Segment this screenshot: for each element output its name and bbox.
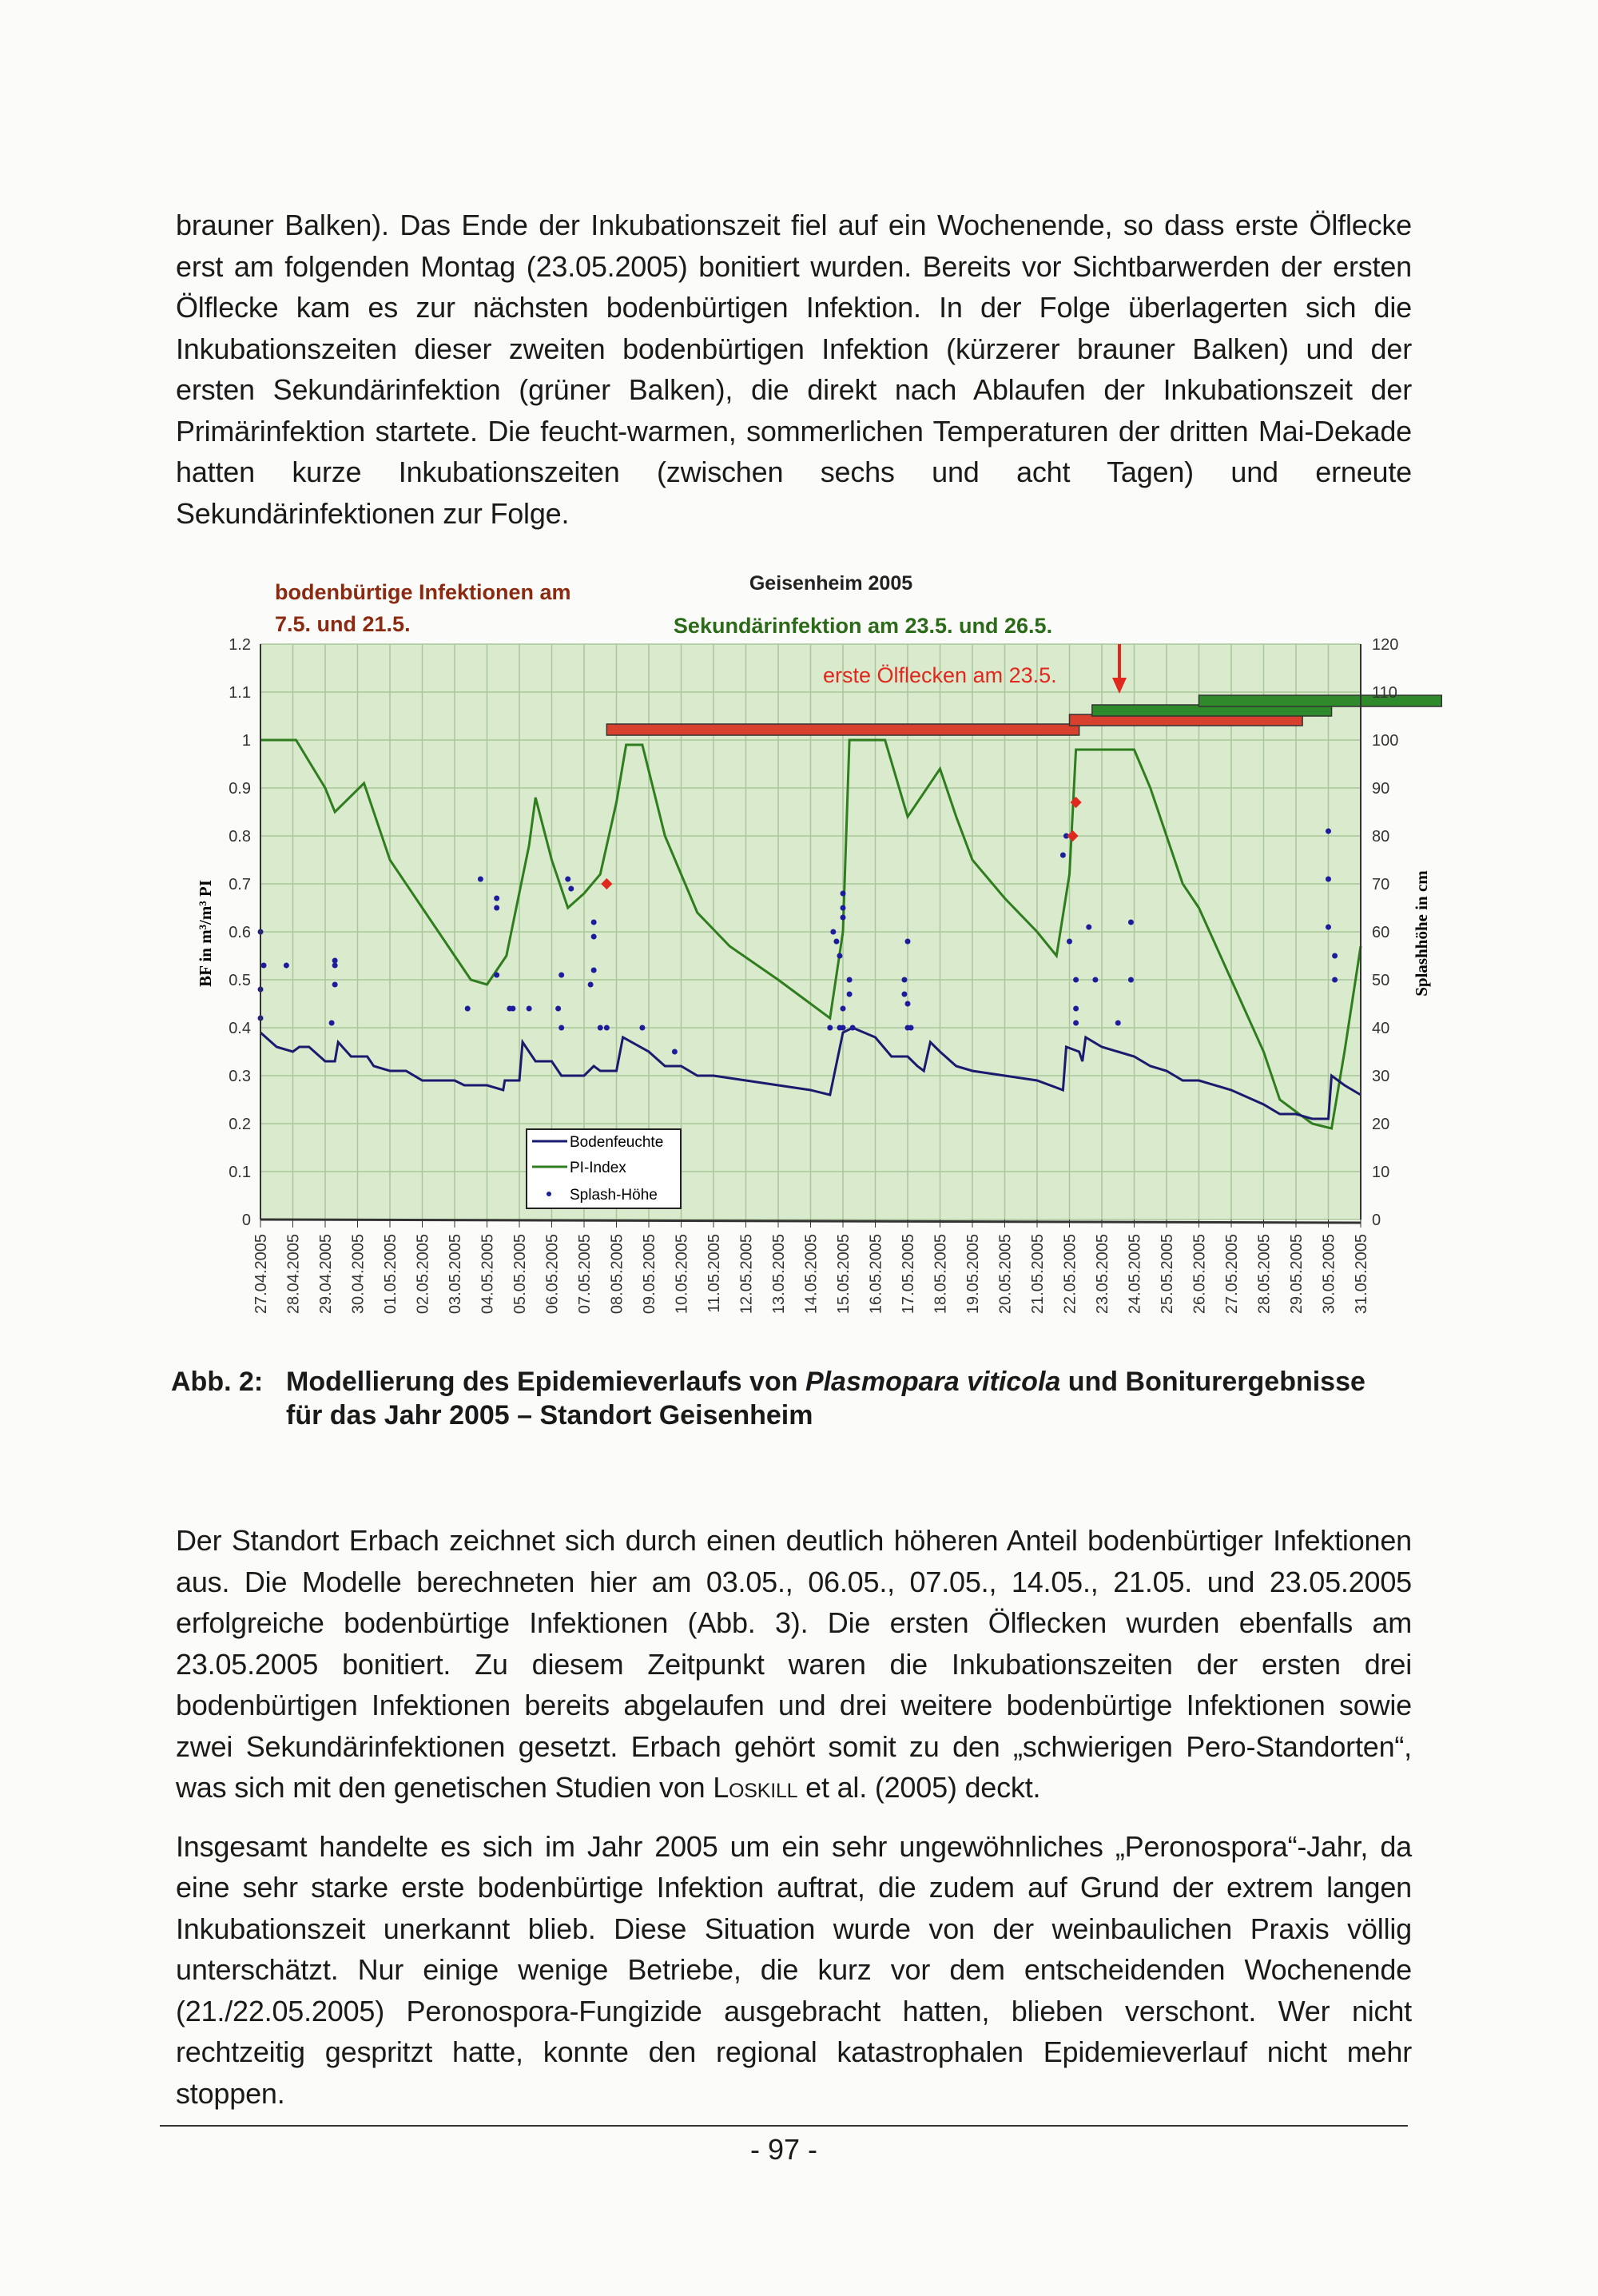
y2-tick-label: 50 [1372, 972, 1390, 989]
y2-tick-label: 120 [1372, 636, 1399, 654]
y-tick-label: 0.3 [229, 1068, 251, 1085]
splash-point [841, 1025, 846, 1031]
y2-tick-label: 20 [1372, 1116, 1390, 1133]
x-tick-label: 19.05.2005 [964, 1234, 982, 1315]
paragraph-3: Insgesamt handelte es sich im Jahr 2005 um ein sehr ungewöhnliches „Peronospora“-Jahr, da eine sehr starke erste bodenbürtige Infektion auftrat, die zudem auf Grund der extrem langen Inkubationszeit unerkannt blieb. Diese Situation wurde von der weinbaulichen Praxis völlig unterschätzt. Nur einige wenige Betriebe, die kurz vor dem entscheidenden Wochenende (21./22.05.2005) Peronospora-Fungizide ausgebracht hatten, blieben verschont. Wer nicht rechtzeitig gespritzt hatte, konnte den regional katastrophalen Epidemieverlauf nicht mehr stoppen. [176, 1829, 1412, 2110]
x-tick-label: 10.05.2005 [673, 1234, 691, 1315]
splash-point [478, 877, 483, 882]
page-number: - 97 - [749, 2133, 818, 2166]
figure [176, 566, 1431, 1365]
splash-point [841, 891, 846, 897]
splash-point [833, 939, 839, 945]
paragraph-2-end: et al. (2005) deckt. [797, 1771, 1041, 1804]
x-tick-label: 09.05.2005 [641, 1234, 658, 1315]
y-axis-label: BF in m³/m³ PI [196, 880, 215, 987]
y-tick-label: 0.2 [229, 1116, 251, 1133]
y2-tick-label: 110 [1372, 684, 1397, 702]
splash-point [588, 982, 594, 988]
splash-point [841, 915, 846, 921]
x-tick-label: 02.05.2005 [414, 1234, 432, 1315]
figure-caption [171, 1365, 1412, 1432]
splash-point [494, 973, 499, 978]
splash-point [827, 1025, 833, 1031]
x-tick-label: 20.05.2005 [996, 1234, 1015, 1315]
x-tick-label: 16.05.2005 [867, 1234, 885, 1315]
footer-rule [160, 2125, 1408, 2127]
paragraph-2-text: Der Standort Erbach zeichnet sich durch einen deutlich höheren Anteil bodenbürtiger Infektionen aus. Die Modelle berechneten hier am 03.05., 06.05., 07.05., 14.05., 21.05. und 23.05.2005 erfolgreiche bodenbürtige Infektionen (Abb. 3). Die ersten Ölflecken wurden ebenfalls am 23.05.2005 bonitiert. Zu diesem Zeitpunkt waren die Inkubationszeiten der ersten drei bodenbürtigen Infektionen bereits abgelaufen und drei weitere bodenbürtige Infektionen sowie zwei Sekundärinfektionen gesetzt. Erbach gehört somit zu den „schwierigen Pero-Standorten“, was sich mit den genetischen Studien von [176, 1524, 1412, 1804]
splash-point [850, 1025, 856, 1031]
splash-point [1060, 853, 1066, 858]
splash-point [639, 1025, 645, 1031]
x-tick-label: 07.05.2005 [576, 1234, 594, 1315]
x-tick-label: 27.04.2005 [252, 1234, 270, 1315]
x-tick-label: 26.05.2005 [1191, 1234, 1209, 1315]
splash-point [905, 1001, 911, 1007]
y2-tick-label: 80 [1372, 828, 1390, 846]
y-tick-label: 0.7 [229, 876, 251, 893]
y-tick-label: 1.1 [229, 684, 251, 702]
x-tick-label: 24.05.2005 [1126, 1234, 1144, 1315]
x-tick-label: 04.05.2005 [479, 1234, 497, 1315]
splash-point [1128, 977, 1134, 983]
splash-point [494, 896, 499, 901]
x-tick-label: 28.05.2005 [1255, 1234, 1274, 1315]
splash-point [591, 968, 597, 973]
splash-point [568, 886, 574, 892]
splash-point [672, 1049, 678, 1055]
x-tick-label: 23.05.2005 [1094, 1234, 1111, 1315]
x-tick-label: 29.05.2005 [1288, 1234, 1306, 1315]
splash-point [1067, 939, 1072, 945]
page-content [171, 205, 1431, 2167]
splash-point [1086, 925, 1091, 930]
splash-point [1332, 977, 1338, 983]
splash-point [1092, 977, 1098, 983]
splash-point [510, 1006, 515, 1012]
splash-point [261, 963, 267, 969]
caption-label: Abb. 2: [171, 1367, 264, 1397]
splash-point [284, 963, 289, 969]
x-tick-label: 11.05.2005 [706, 1234, 723, 1313]
splash-point [1326, 925, 1331, 930]
x-tick-label: 28.04.2005 [284, 1234, 303, 1315]
splash-point [598, 1025, 603, 1031]
splash-point [1326, 877, 1331, 882]
y-tick-label: 0.1 [229, 1164, 251, 1181]
splash-point [1326, 829, 1331, 834]
splash-point [1115, 1021, 1121, 1026]
x-tick-label: 30.04.2005 [349, 1234, 368, 1315]
secondary-incubation-bar [1199, 695, 1442, 706]
x-tick-label: 13.05.2005 [770, 1234, 788, 1315]
chart-title: Geisenheim 2005 [749, 572, 913, 595]
splash-point [1073, 977, 1079, 983]
splash-point [559, 1025, 564, 1031]
splash-point [565, 877, 570, 882]
x-tick-label: 18.05.2005 [932, 1234, 950, 1315]
y-tick-label: 0.4 [229, 1020, 251, 1037]
x-tick-label: 03.05.2005 [447, 1234, 464, 1315]
x-tick-label: 01.05.2005 [382, 1234, 400, 1315]
splash-point [604, 1025, 610, 1031]
caption-text: Modellierung des Epidemieverlaufs von [286, 1367, 805, 1397]
paragraph-1: brauner Balken). Das Ende der Inkubationszeit fiel auf ein Wochenende, so dass erste Ölflecke erst am folgenden Montag (23.05.2005) bonitiert wurden. Bereits vor Sichtbarwerden der ersten Ölflecke kam es zur nächsten bodenbürtigen Infektion. In der Folge überlagerten sich die Inkubationszeiten dieser zweiten bodenbürtigen Infektion (kürzerer brauner Balken) und der ersten Sekundärinfektion (grüner Balken), die direkt nach Ablaufen der Inkubationszeit der Primärinfektion startete. Die feucht-warmen, sommerlichen Temperaturen der dritten Mai-Dekade hatten kurze Inkubationszeiten (zwischen sechs und acht Tagen) und erneute Sekundärinfektionen zur Folge. [176, 209, 1412, 530]
splash-point [901, 977, 907, 983]
y2-tick-label: 60 [1372, 924, 1390, 941]
splash-point [559, 973, 564, 978]
y2-tick-label: 90 [1372, 780, 1390, 798]
x-tick-label: 06.05.2005 [543, 1234, 562, 1315]
splash-point [1073, 1006, 1079, 1012]
x-tick-label: 22.05.2005 [1061, 1234, 1079, 1315]
splash-point [494, 905, 499, 911]
x-tick-label: 30.05.2005 [1320, 1234, 1338, 1315]
splash-point [527, 1006, 532, 1012]
legend [527, 1129, 681, 1208]
y2-tick-label: 40 [1372, 1020, 1390, 1037]
annotation-primary-1: bodenbürtige Infektionen am [275, 580, 571, 604]
splash-point [901, 992, 907, 997]
splash-point [465, 1006, 471, 1012]
legend-splash: Splash-Höhe [570, 1187, 658, 1204]
splash-point [1128, 920, 1134, 925]
x-tick-label: 29.04.2005 [317, 1234, 335, 1315]
y2-tick-label: 30 [1372, 1068, 1390, 1085]
y-tick-label: 0.8 [229, 828, 251, 846]
x-tick-label: 08.05.2005 [608, 1234, 626, 1315]
splash-point [830, 929, 836, 935]
caption-species: Plasmopara viticola [805, 1367, 1061, 1397]
legend-pi-index: PI-Index [570, 1160, 626, 1176]
y2-tick-label: 0 [1372, 1212, 1381, 1229]
y-tick-label: 1 [241, 732, 251, 750]
x-tick-label: 27.05.2005 [1223, 1234, 1241, 1315]
x-tick-label: 15.05.2005 [835, 1234, 853, 1315]
x-tick-label: 12.05.2005 [737, 1234, 756, 1315]
x-tick-label: 31.05.2005 [1353, 1234, 1370, 1315]
splash-point [847, 977, 853, 983]
splash-point [332, 982, 338, 988]
x-tick-label: 05.05.2005 [511, 1234, 529, 1315]
splash-point [1332, 953, 1338, 959]
splash-point [905, 939, 911, 945]
x-tick-label: 25.05.2005 [1159, 1234, 1176, 1315]
splash-point [332, 958, 338, 964]
annotation-primary-2: 7.5. und 21.5. [275, 612, 411, 636]
splash-point [329, 1021, 335, 1026]
x-tick-label: 14.05.2005 [802, 1234, 821, 1315]
epidemic-chart [192, 566, 1486, 1365]
primary-incubation-bar [606, 724, 1079, 735]
y-tick-label: 0.5 [229, 972, 251, 989]
splash-point [591, 920, 597, 925]
caption-line-2: für das Jahr 2005 – Standort Geisenheim [286, 1400, 813, 1431]
x-tick-label: 21.05.2005 [1029, 1234, 1047, 1315]
splash-point [847, 992, 853, 997]
splash-point [591, 934, 597, 940]
splash-point [841, 1006, 846, 1012]
y-tick-label: 0.6 [229, 924, 251, 941]
y2-tick-label: 10 [1372, 1164, 1390, 1181]
legend-bodenfeuchte: Bodenfeuchte [570, 1134, 664, 1151]
y2-axis-label: Splashhöhe in cm [1412, 870, 1431, 997]
y-tick-label: 0.9 [229, 780, 251, 798]
splash-point [1073, 1021, 1079, 1026]
splash-point [837, 953, 842, 959]
y2-tick-label: 100 [1372, 732, 1399, 750]
caption-text-after: und Boniturergebnisse [1060, 1367, 1365, 1397]
annotation-first-spots: erste Ölflecken am 23.5. [823, 663, 1057, 687]
y2-tick-label: 70 [1372, 876, 1390, 893]
splash-point [841, 905, 846, 911]
paragraph-2 [176, 1520, 1412, 1809]
annotation-secondary: Sekundärinfektion am 23.5. und 26.5. [673, 614, 1053, 638]
y-tick-label: 1.2 [229, 636, 251, 654]
splash-point [908, 1025, 914, 1031]
author-name: Loskill [713, 1771, 798, 1804]
splash-point [332, 963, 338, 969]
y-tick-label: 0 [241, 1212, 251, 1229]
x-tick-label: 17.05.2005 [900, 1234, 917, 1315]
splash-point [555, 1006, 561, 1012]
